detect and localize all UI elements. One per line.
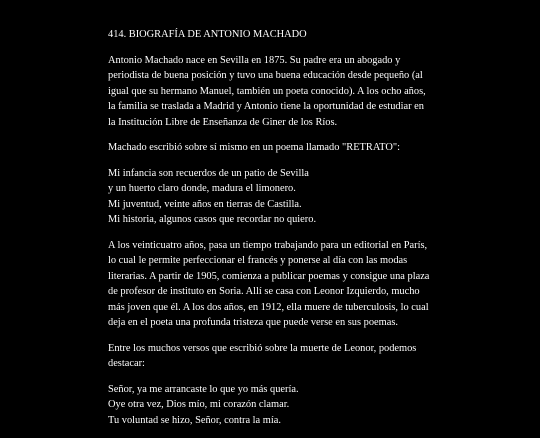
poem-line: Mi historia, algunos casos que recordar no quiero. [108, 214, 317, 225]
poem-line: Oye otra vez, Dios mío, mi corazón clamar. [108, 399, 290, 410]
poem-retrato [108, 166, 434, 228]
page-title: 414. BIOGRAFÍA DE ANTONIO MACHADO [108, 29, 307, 40]
poem-line: Mi infancia son recuerdos de un patio de Sevilla [108, 167, 309, 179]
document-body [108, 27, 434, 438]
paragraph-intro: Antonio Machado nace en Sevilla en 1875. Su padre era un abogado y periodista de buena posición y tuvo una buena educación desde pequeño (al igual que su hermano Manuel, también un poeta conocido). A los ocho años, la familia se traslada a Madrid y Antonio tiene la oportunidad de estudiar en la Institución Libre de Enseñanza de Giner de los Ríos. [108, 54, 426, 128]
poem-line: Señor, ya me arrancaste lo que yo más quería. [108, 383, 299, 395]
paragraph-biography: A los veinticuatro años, pasa un tiempo trabajando para un editorial en París, lo cual le permite perfeccionar el francés y ponerse al día con las modas literarias. A partir de 1905, comienza a publicar poemas y consigue una plaza de profesor de instituto en Soria. Allí se casa con Leonor Izquierdo, mucho más joven que él. A los dos años, en 1912, ella muere de tuberculosis, lo cual deja en el poeta una profunda tristeza que puede verse en sus poemas. [108, 239, 430, 328]
paragraph-retrato-intro: Machado escribió sobre sí mismo en un poema llamado "RETRATO": [108, 142, 400, 153]
poem-line: Mi juventud, veinte años en tierras de Castilla. [108, 198, 302, 210]
poem-line: y un huerto claro donde, madura el limonero. [108, 183, 296, 194]
poem-line: Tu voluntad se hizo, Señor, contra la mía. [108, 414, 281, 426]
paragraph-leonor-intro: Entre los muchos versos que escribió sobre la muerte de Leonor, podemos destacar: [108, 342, 417, 369]
